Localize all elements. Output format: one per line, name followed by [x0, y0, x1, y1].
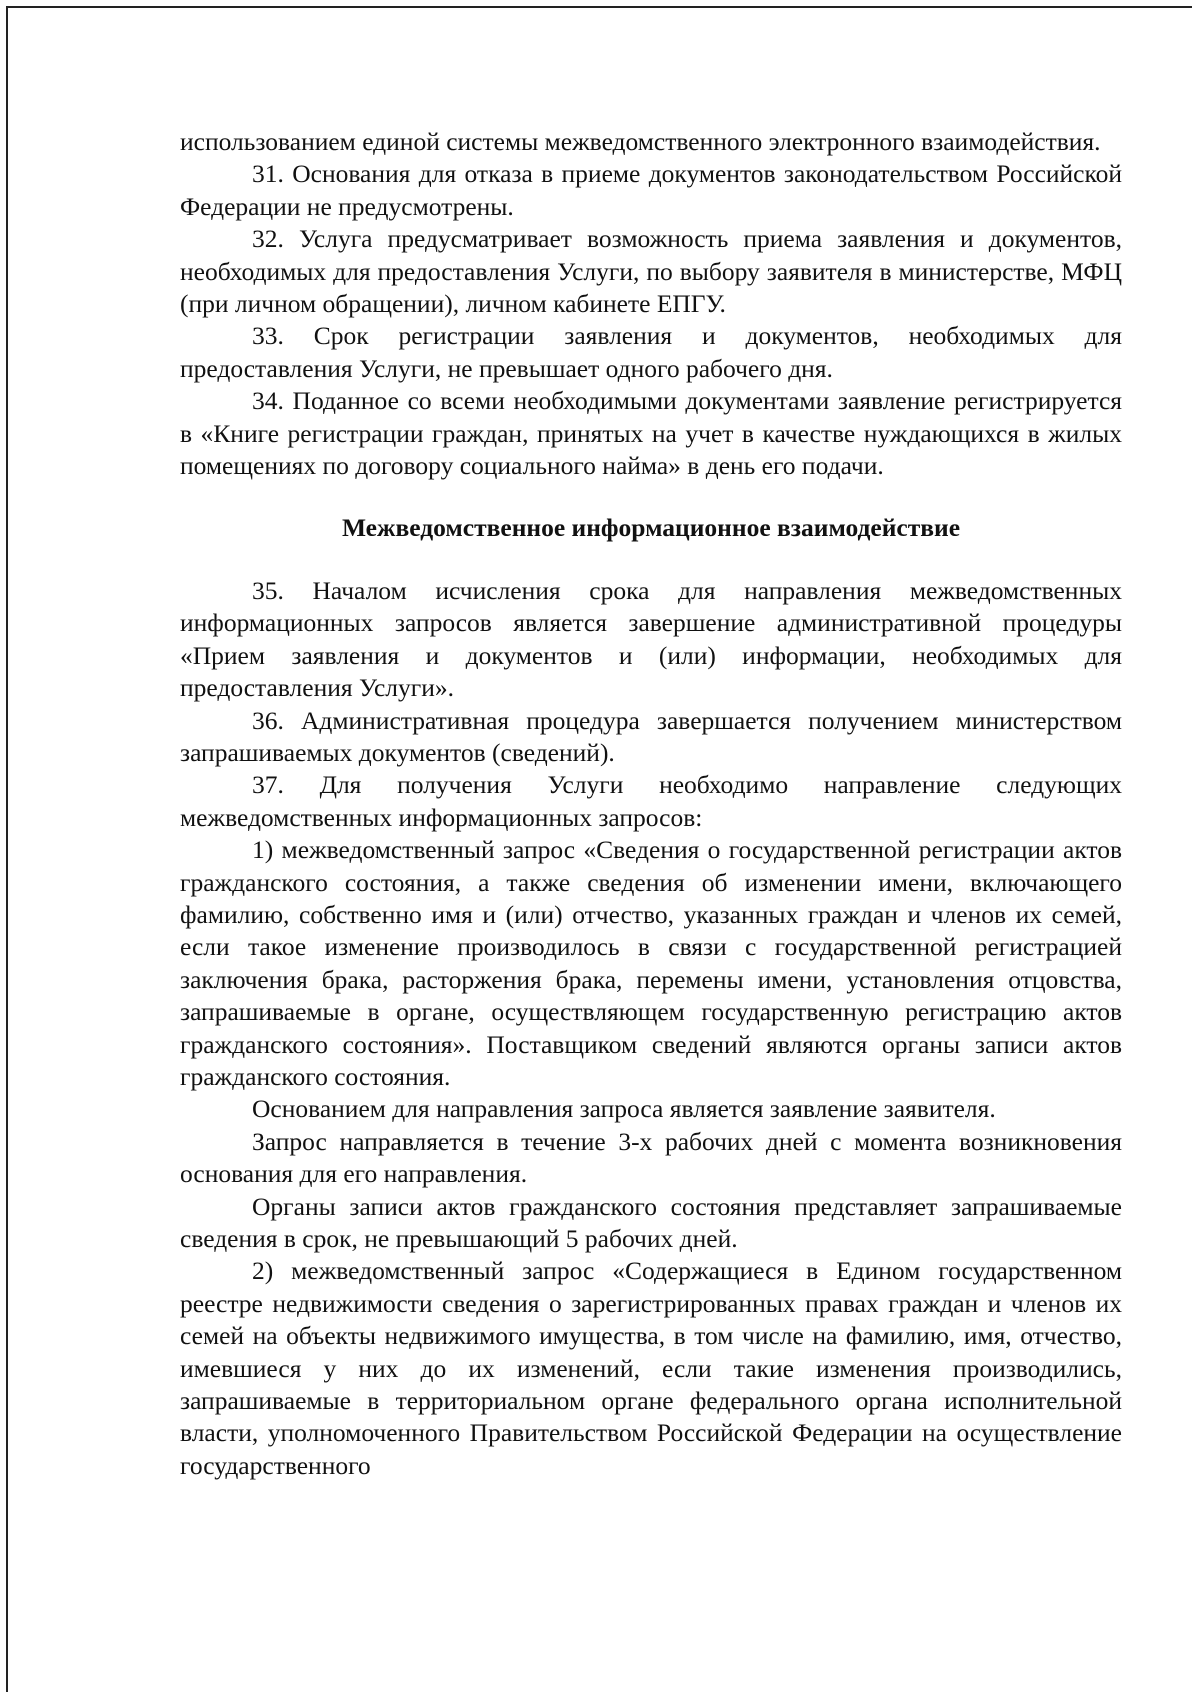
list-item-2: 2) межведомственный запрос «Содержащиеся в Едином государственном реестре недвижимости сведения о зарегистрированных правах граждан и членов их семей на объекты недвижимого имущества, в том числе на фамилию, имя, отчество, имевшиеся у них до их изменений, если такие изменения производились, запрашиваемые в территориальном органе федерального органа исполнительной власти, уполномоченного Правительством Российской Федерации на осуществление государственного — [180, 1256, 1122, 1480]
section-heading: Межведомственное информационное взаимодействие — [341, 513, 961, 543]
paragraph-continuation: использованием единой системы межведомственного электронного взаимодействия. — [180, 127, 1101, 156]
scan-border-top — [8, 6, 1192, 8]
paragraph-request-timing: Запрос направляется в течение 3-х рабочих дней с момента возникновения основания для его направления. — [180, 1126, 1122, 1189]
document-page — [180, 126, 1122, 1482]
paragraph-35: 35. Началом исчисления срока для направления межведомственных информационных запросов является завершение административной процедуры «Прием заявления и документов и (или) информации, необходимых для предоставления Услуги». — [180, 575, 1122, 703]
list-item-1: 1) межведомственный запрос «Сведения о государственной регистрации актов гражданского состояния, а также сведения об изменении имени, включающего фамилию, собственно имя и (или) отчество, указанных граждан и членов их семей, если такое изменение производилось в связи с государственной регистрацией заключения брака, расторжения брака, перемены имени, установления отцовства, запрашиваемые в органе, осуществляющем государственную регистрацию актов гражданского состояния». Поставщиком сведений являются органы записи актов гражданского состояния. — [180, 835, 1122, 1091]
paragraph-33: 33. Срок регистрации заявления и документов, необходимых для предоставления Услуги, не превышает одного рабочего дня. — [180, 321, 1122, 383]
paragraph-34: 34. Поданное со всеми необходимыми документами заявление регистрируется в «Книге регистрации граждан, принятых на учет в качестве нуждающихся в жилых помещениях по договору социального найма» в день его подачи. — [180, 386, 1122, 481]
paragraph-32: 32. Услуга предусматривает возможность приема заявления и документов, необходимых для предоставления Услуги, по выбору заявителя в министерстве, МФЦ (при личном обращении), личном кабинете ЕПГУ. — [180, 224, 1122, 319]
paragraph-basis: Основанием для направления запроса является заявление заявителя. — [252, 1094, 996, 1124]
paragraph-36: 36. Административная процедура завершается получением министерством запрашиваемых документов (сведений). — [180, 705, 1122, 767]
paragraph-response-timing: Органы записи актов гражданского состояния представляет запрашиваемые сведения в срок, не превышающий 5 рабочих дней. — [180, 1191, 1122, 1253]
paragraph-31: 31. Основания для отказа в приеме документов законодательством Российской Федерации не предусмотрены. — [180, 159, 1122, 221]
paragraph-37: 37. Для получения Услуги необходимо направление следующих межведомственных информационных запросов: — [180, 770, 1122, 832]
scan-border-left — [6, 6, 8, 1692]
